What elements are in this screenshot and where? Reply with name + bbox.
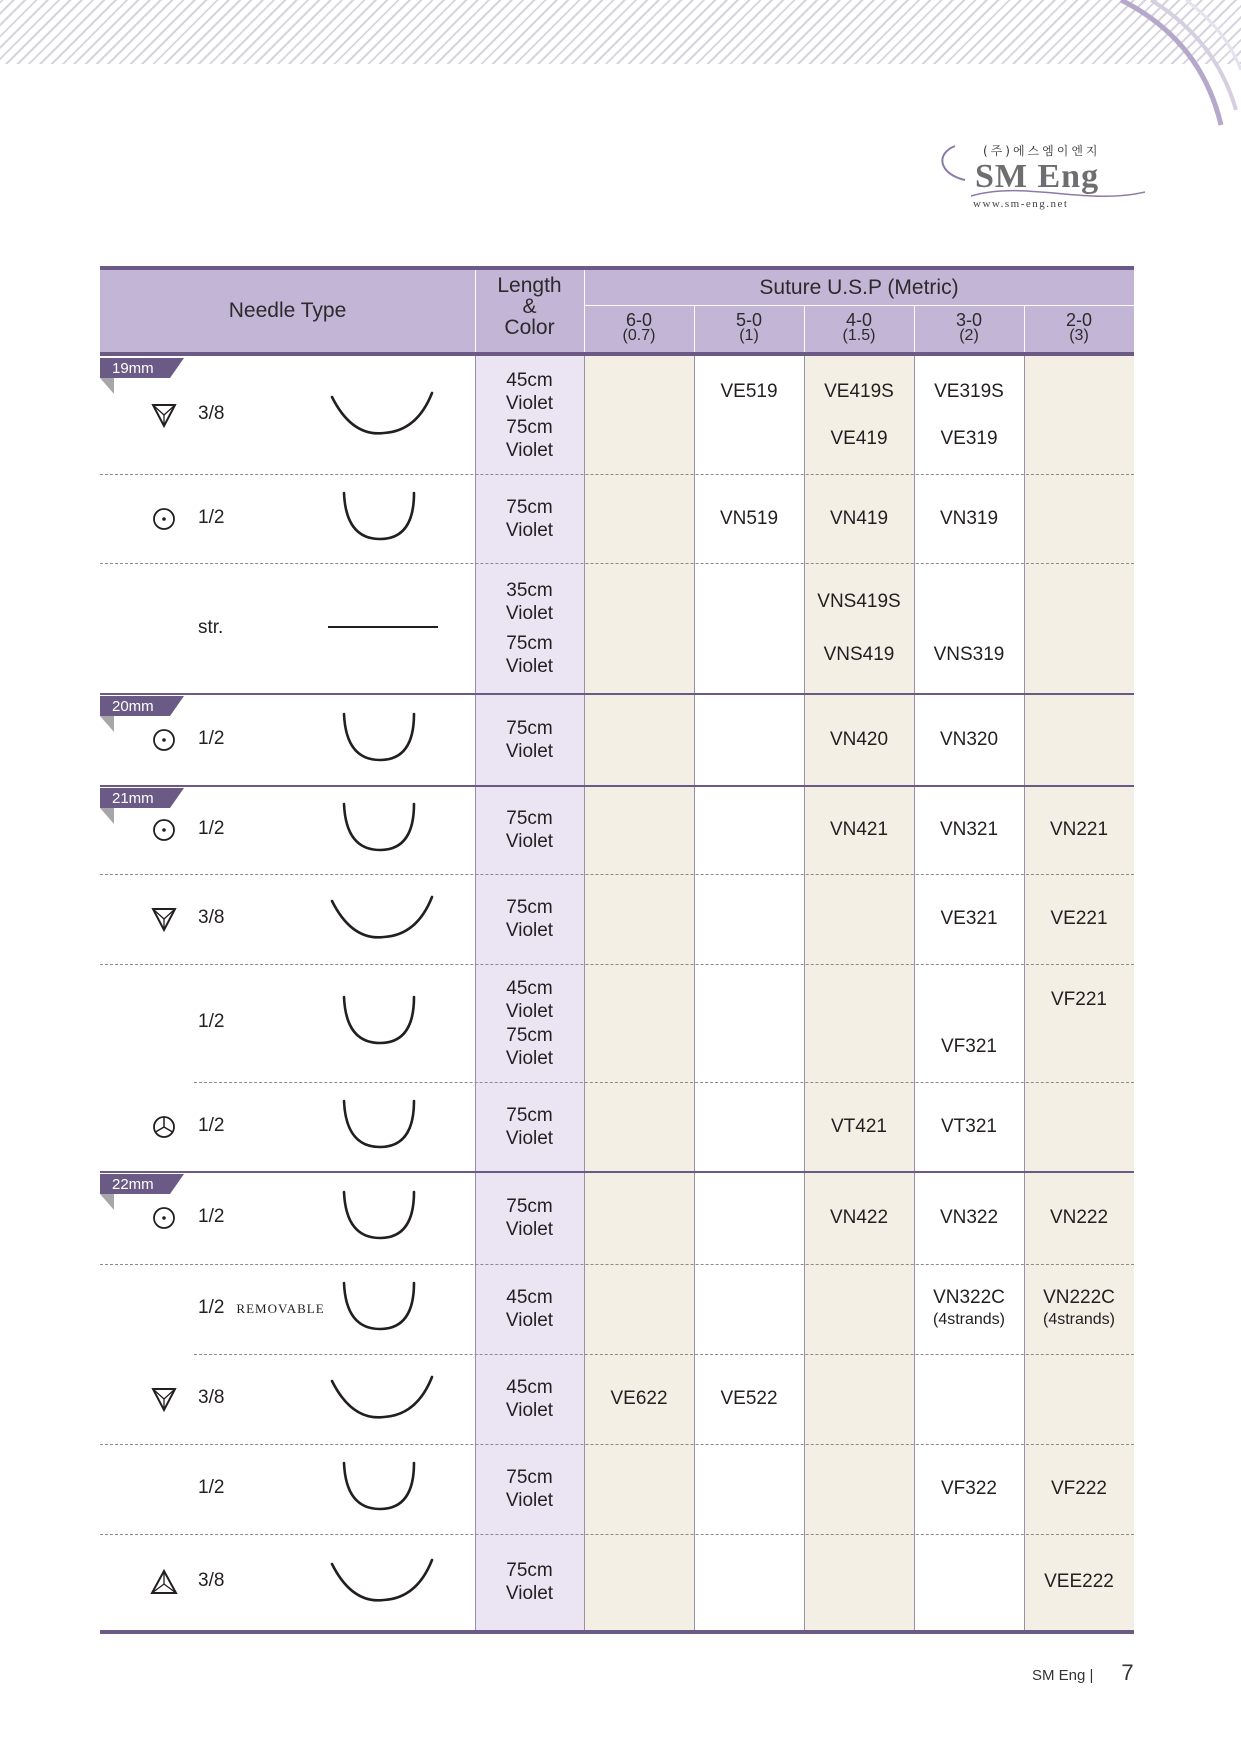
product-code	[914, 644, 1024, 666]
length-value: 75cm	[506, 416, 553, 438]
size-usp-label: 6-0	[625, 310, 652, 330]
product-code	[914, 819, 1024, 841]
length-value: 35cm	[506, 579, 553, 601]
product-code-value: VF321	[941, 1035, 997, 1057]
product-code	[1024, 1207, 1134, 1229]
length-color-cell	[475, 579, 584, 625]
suture-usp-header: Suture U.S.P (Metric)	[759, 276, 959, 299]
curved-needle-3-8-icon	[322, 887, 442, 947]
product-code	[804, 644, 914, 666]
curved-needle-1-2-icon	[322, 1457, 442, 1517]
reverse-cutting-icon	[150, 1385, 178, 1413]
needle-ratio	[198, 1297, 325, 1319]
needle-ratio	[198, 728, 224, 750]
needle-ratio-value: 3/8	[198, 403, 225, 424]
length-value: 75cm	[506, 1560, 553, 1581]
size-group-tag	[100, 358, 184, 380]
product-code	[914, 428, 1024, 450]
row-divider	[100, 474, 1134, 475]
product-code-value: VN222	[1049, 1207, 1109, 1228]
color-value: Violet	[505, 920, 554, 941]
size-group-tag	[100, 788, 184, 810]
size-group-label: 21mm	[112, 790, 154, 807]
length-color-cell	[475, 632, 584, 678]
page-footer	[1032, 1660, 1134, 1686]
group-divider	[100, 1171, 1134, 1173]
product-code-value: VE319S	[934, 380, 1004, 402]
product-code-value: VN519	[719, 507, 779, 529]
needle-ratio-value: 1/2	[198, 1297, 225, 1318]
product-code	[914, 1116, 1024, 1138]
size-column-bg	[584, 356, 694, 1630]
size-group-label: 19mm	[112, 360, 154, 377]
product-code	[804, 381, 914, 403]
needle-ratio	[198, 403, 224, 425]
taper-point-icon	[150, 726, 178, 754]
product-code	[914, 908, 1024, 930]
product-code-value: VE419S	[824, 380, 894, 402]
product-code-value: VN322C	[933, 1287, 1005, 1308]
color-value: Violet	[505, 602, 554, 624]
length-value: 45cm	[506, 1377, 553, 1398]
length-value: 75cm	[506, 718, 553, 739]
length-color-cell	[475, 416, 584, 462]
product-code	[804, 819, 914, 841]
color-value: Violet	[505, 1583, 554, 1604]
needle-ratio-value: 3/8	[198, 907, 225, 928]
needle-type-header: Needle Type	[228, 299, 347, 322]
row-divider	[100, 1264, 1134, 1265]
needle-ratio-value: 1/2	[198, 1011, 225, 1032]
needle-ratio	[198, 818, 224, 840]
product-code	[804, 591, 914, 613]
product-code-value: VT321	[941, 1116, 997, 1137]
row-divider	[100, 874, 1134, 875]
size-usp-label: 5-0	[735, 310, 762, 330]
product-code	[1024, 989, 1134, 1011]
product-code-value: VN320	[939, 729, 999, 750]
needle-ratio	[198, 617, 223, 639]
length-color-cell	[475, 1195, 584, 1241]
product-code-value: VN422	[829, 1207, 889, 1228]
color-value: Violet	[505, 519, 554, 541]
row-divider	[100, 1534, 1134, 1535]
length-value: 75cm	[506, 897, 553, 918]
size-metric-label: (1)	[739, 327, 759, 344]
color-value: Violet	[505, 1310, 554, 1331]
product-code	[804, 508, 914, 530]
length-value: 75cm	[506, 808, 553, 829]
product-code	[1024, 908, 1134, 930]
size-group-tag	[100, 1174, 184, 1196]
product-code	[804, 1207, 914, 1229]
reverse-cutting-icon	[150, 905, 178, 933]
product-code-value: VT421	[831, 1116, 887, 1137]
logo-korean-text: (주)에스엠이엔지	[983, 144, 1101, 158]
product-code	[1024, 1571, 1134, 1593]
size-group-label: 22mm	[112, 1176, 154, 1193]
product-code-value: VNS419	[823, 644, 895, 666]
color-value: Violet	[505, 1000, 554, 1022]
length-value: 45cm	[506, 369, 553, 391]
product-code	[914, 381, 1024, 403]
needle-ratio-value: 1/2	[198, 1206, 225, 1227]
taper-point-icon	[150, 816, 178, 844]
reverse-cutting-icon	[150, 401, 178, 429]
product-code	[1024, 819, 1134, 841]
product-code	[584, 1388, 694, 1410]
product-code	[804, 428, 914, 450]
size-group-tag	[100, 696, 184, 718]
length-color-cell	[475, 896, 584, 942]
product-code-value: VE419	[830, 427, 888, 449]
length-value: 45cm	[506, 1287, 553, 1308]
needle-ratio-value: 1/2	[198, 818, 225, 839]
needle-ratio-value: 1/2	[198, 1115, 225, 1136]
curved-needle-1-2-icon	[322, 487, 442, 547]
product-code-value: VN322	[939, 1207, 999, 1228]
table-bottom-rule	[100, 1630, 1134, 1634]
product-code-value: VE321	[940, 908, 998, 929]
curved-needle-1-2-icon	[322, 1095, 442, 1155]
row-divider	[100, 1444, 1134, 1445]
color-value: Violet	[505, 741, 554, 762]
needle-ratio	[198, 1011, 224, 1033]
product-code-value: VNS419S	[817, 590, 901, 612]
size-metric-label: (2)	[959, 327, 979, 344]
product-code-value: VN222C	[1043, 1287, 1115, 1308]
length-color-cell	[475, 1376, 584, 1422]
tapercut-icon	[150, 1113, 178, 1141]
product-code	[804, 729, 914, 751]
product-code-value: VE319	[940, 427, 998, 449]
row-divider	[194, 1082, 1134, 1083]
product-code-value: VN420	[829, 729, 889, 750]
length-color-cell	[475, 1104, 584, 1150]
product-code-value: VF222	[1051, 1478, 1107, 1499]
product-code-value: VN221	[1049, 819, 1109, 840]
length-value: 75cm	[506, 496, 553, 518]
product-code-value: VF322	[941, 1478, 997, 1499]
product-code	[914, 729, 1024, 751]
page-number: 7	[1121, 1660, 1134, 1685]
length-color-cell	[475, 807, 584, 853]
row-divider	[100, 563, 1134, 564]
product-code	[804, 1116, 914, 1138]
column-divider	[914, 356, 915, 1630]
straight-needle-icon	[322, 597, 442, 657]
needle-ratio	[198, 1115, 224, 1137]
length-color-cell	[475, 977, 584, 1023]
length-value: 75cm	[506, 1024, 553, 1046]
length-color-cell	[475, 1286, 584, 1332]
product-code-value: VE519	[720, 380, 778, 402]
length-color-cell	[475, 1559, 584, 1605]
color-value: Violet	[505, 1047, 554, 1069]
needle-ratio-value: 1/2	[198, 1477, 225, 1498]
product-code-value: VNS319	[933, 644, 1005, 666]
color-value: Violet	[505, 439, 554, 461]
size-metric-label: (0.7)	[622, 327, 656, 344]
curved-needle-1-2-icon	[322, 1186, 442, 1246]
taper-point-icon	[150, 505, 178, 533]
column-divider	[584, 356, 585, 1630]
size-metric-label: (3)	[1069, 327, 1089, 344]
needle-ratio-value: 3/8	[198, 1570, 225, 1591]
color-value: Violet	[505, 656, 554, 678]
length-color-cell	[475, 1466, 584, 1512]
needle-ratio	[198, 1387, 224, 1409]
curved-needle-1-2-icon	[322, 991, 442, 1051]
color-value: Violet	[505, 1400, 554, 1421]
color-value: Violet	[505, 1490, 554, 1511]
product-note: (4strands)	[932, 1311, 1006, 1328]
product-code-value: VN419	[829, 507, 889, 529]
curved-needle-1-2-icon	[322, 708, 442, 768]
product-code-value: VN319	[939, 507, 999, 529]
company-logo	[935, 140, 1155, 220]
curved-needle-3-8-icon	[322, 1367, 442, 1427]
product-code	[694, 1388, 804, 1410]
conventional-cutting-icon	[150, 1568, 178, 1596]
group-divider	[100, 785, 1134, 787]
product-code-value: VN421	[829, 819, 889, 840]
size-usp-label: 4-0	[845, 310, 872, 330]
product-code	[694, 381, 804, 403]
column-divider	[804, 356, 805, 1630]
needle-ratio-value: 1/2	[198, 728, 225, 749]
curved-needle-1-2-icon	[322, 798, 442, 858]
product-code	[1024, 1287, 1134, 1331]
color-value: Violet	[505, 392, 554, 414]
size-group-label: 20mm	[112, 698, 154, 715]
needle-ratio	[198, 507, 224, 529]
length-value: 75cm	[506, 633, 553, 655]
removable-label: REMOVABLE	[236, 1301, 325, 1316]
column-divider	[694, 356, 695, 1630]
color-value: Violet	[505, 1128, 554, 1149]
taper-point-icon	[150, 1204, 178, 1232]
product-code-value: VE221	[1050, 908, 1108, 929]
row-divider	[194, 1354, 1134, 1355]
needle-ratio-value: 3/8	[198, 1387, 225, 1408]
needle-ratio-value: 1/2	[198, 506, 225, 528]
curved-needle-3-8-icon	[322, 1550, 442, 1610]
product-code	[914, 1207, 1024, 1229]
length-color-cell	[475, 496, 584, 542]
needle-ratio	[198, 907, 224, 929]
color-value: Violet	[505, 831, 554, 852]
needle-ratio	[198, 1206, 224, 1228]
product-code-value: VEE222	[1044, 1571, 1114, 1592]
length-value: 45cm	[506, 977, 553, 999]
length-value: 75cm	[506, 1467, 553, 1488]
length-value: 75cm	[506, 1105, 553, 1126]
product-code	[914, 1036, 1024, 1058]
product-code	[914, 1287, 1024, 1331]
product-note: (4strands)	[1042, 1311, 1116, 1328]
length-value: 75cm	[506, 1196, 553, 1217]
table-body	[100, 356, 1134, 1630]
table-header	[100, 270, 1134, 352]
corner-arc-decoration	[1091, 0, 1241, 130]
product-code-value: VF221	[1051, 988, 1107, 1010]
needle-ratio-value: str.	[198, 616, 224, 638]
suture-table	[100, 266, 1134, 1634]
length-color-cell	[475, 1024, 584, 1070]
group-divider	[100, 693, 1134, 695]
length-color-header: Length & Color	[497, 274, 562, 339]
logo-url: www.sm-eng.net	[973, 198, 1069, 210]
size-metric-label: (1.5)	[842, 327, 876, 344]
product-code-value: VE522	[720, 1388, 778, 1409]
footer-brand: SM Eng |	[1032, 1667, 1094, 1684]
length-color-cell	[475, 717, 584, 763]
product-code	[914, 1478, 1024, 1500]
row-divider	[100, 964, 1134, 965]
color-value: Violet	[505, 1219, 554, 1240]
product-code-value: VE622	[610, 1388, 668, 1409]
product-code	[914, 508, 1024, 530]
length-color-cell	[475, 369, 584, 415]
logo-name: SM Eng	[975, 158, 1100, 195]
curved-needle-3-8-icon	[322, 383, 442, 443]
product-code	[694, 508, 804, 530]
needle-ratio	[198, 1570, 224, 1592]
size-column-bg	[804, 356, 914, 1630]
header-stripe-decoration	[0, 0, 1241, 64]
product-code	[1024, 1478, 1134, 1500]
curved-needle-1-2-icon	[322, 1277, 442, 1337]
size-usp-label: 2-0	[1065, 310, 1092, 330]
needle-ratio	[198, 1477, 224, 1499]
size-usp-label: 3-0	[955, 310, 982, 330]
product-code-value: VN321	[939, 819, 999, 840]
header-divider	[584, 305, 1134, 306]
